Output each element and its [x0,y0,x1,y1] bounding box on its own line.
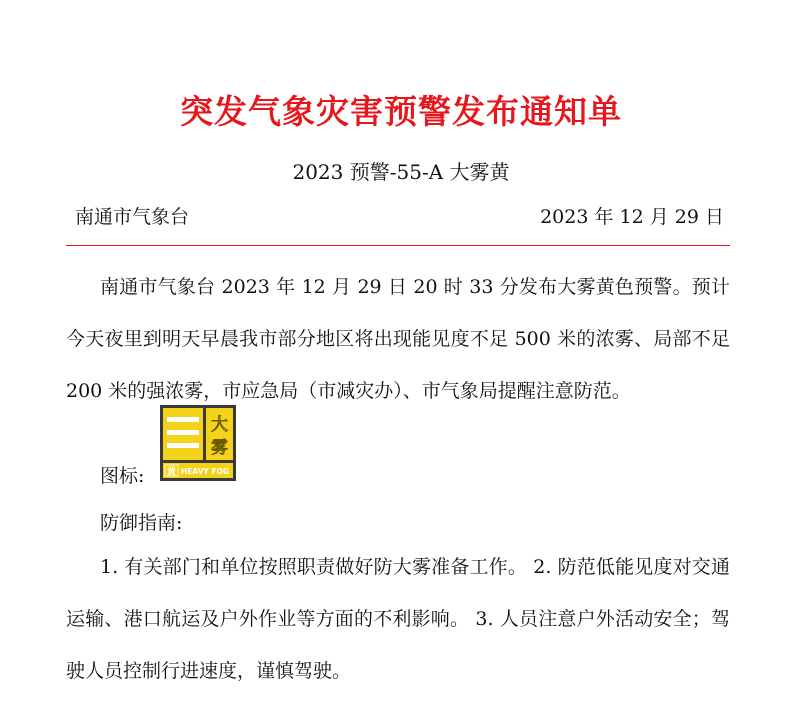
icon-char-top: 大 [211,415,228,435]
issue-date: 2023 年 12 月 29 日 [540,206,724,228]
notice-code: 2023 预警-55-A 大雾黄 [292,160,510,184]
icon-english-text: HEAVY FOG [180,467,230,476]
icon-label: 图标: [100,465,145,487]
heavy-fog-yellow-warning-icon [160,405,236,481]
icon-level-char: 黄 [166,467,177,478]
icon-char-bottom: 雾 [211,438,228,458]
header-divider [66,245,730,246]
guide-text: 1. 有关部门和单位按照职责做好防大雾准备工作。 2. 防范低能见度对交通运输、港口航运及户外作业等方面的不利影响。 3. 人员注意户外活动安全；驾驶人员控制行进速度，谨慎驾驶。 [66,556,730,682]
issuer-name: 南通市气象台 [75,206,190,228]
notice-body: 南通市气象台 2023 年 12 月 29 日 20 时 33 分发布大雾黄色预警。预计今天夜里到明天早晨我市部分地区将出现能见度不足 500 米的浓雾、局部不足 200 米的强浓雾，市应急局（市减灾办）、市气象局提醒注意防范。 [66,276,730,402]
notice-title: 突发气象灾害预警发布通知单 [180,92,622,131]
guide-heading: 防御指南: [100,512,183,534]
